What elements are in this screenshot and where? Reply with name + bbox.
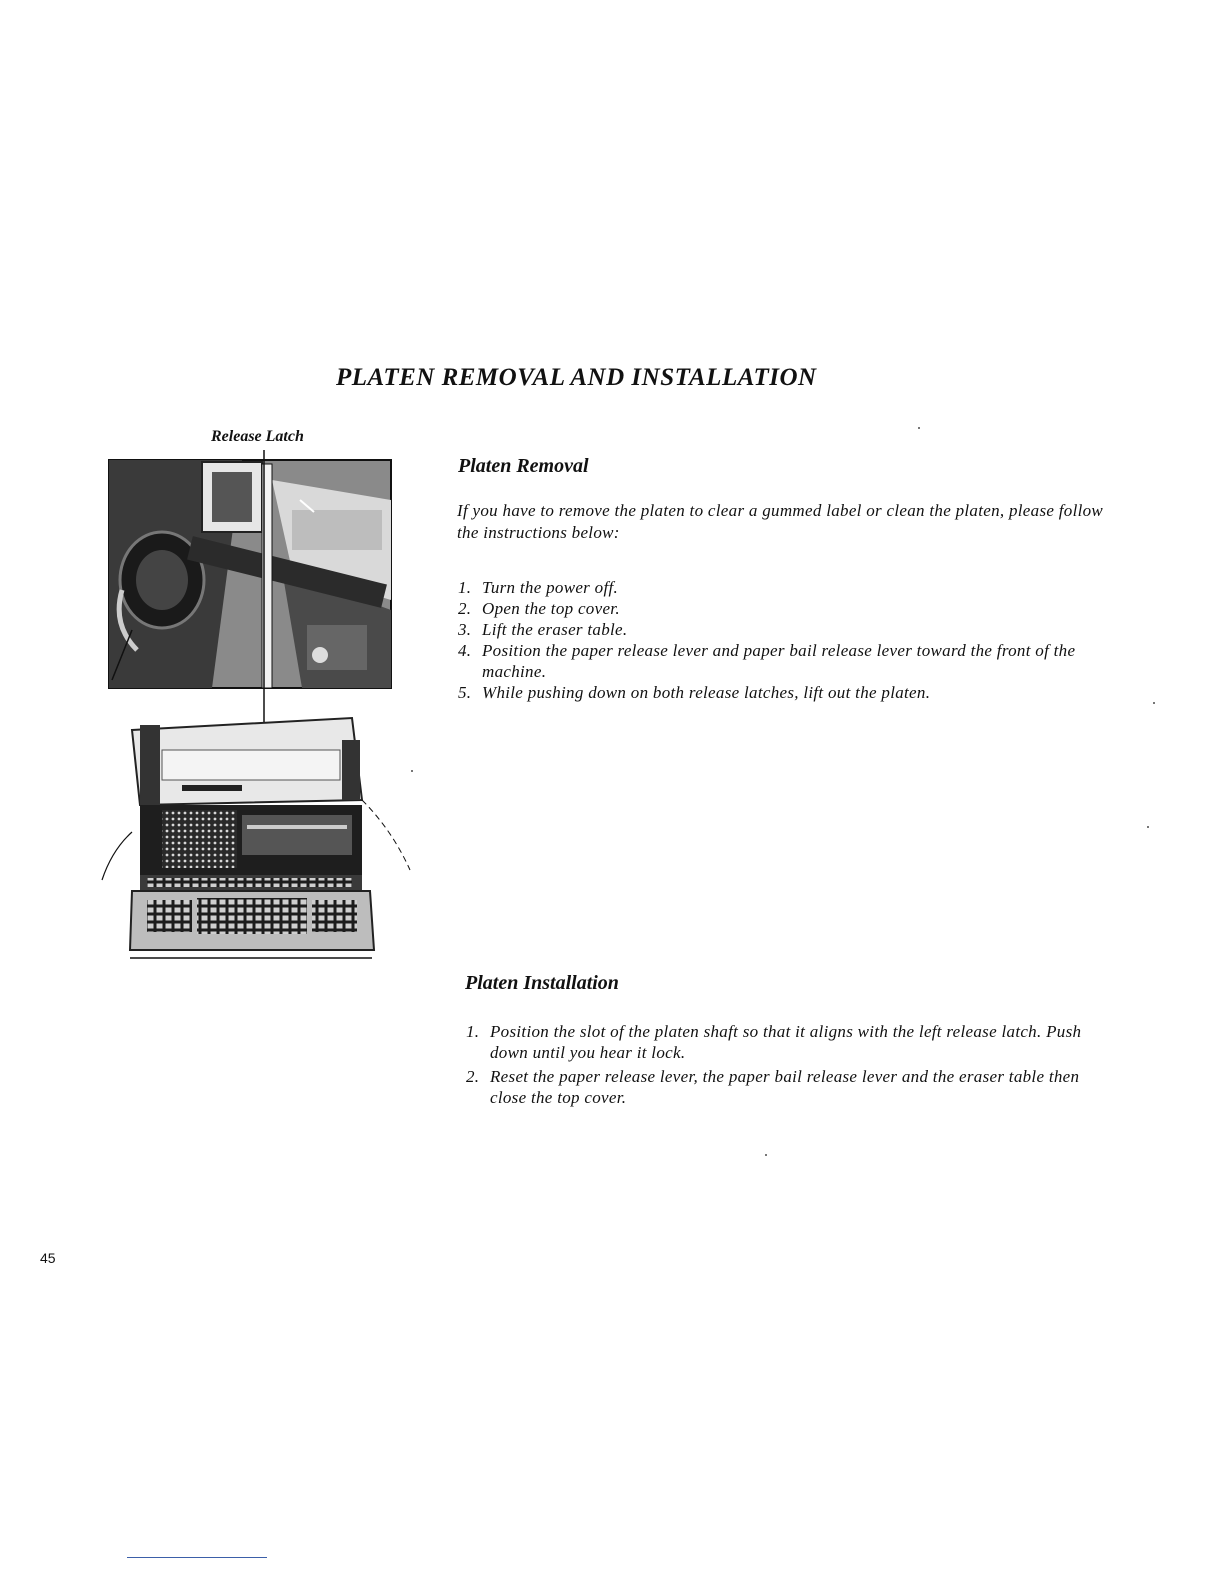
list-item (458, 640, 1108, 682)
typewriter-overview-photo (102, 718, 410, 958)
step-text: While pushing down on both release latches, lift out the platen. (482, 683, 931, 702)
scan-speck (411, 770, 413, 772)
step-number: 5. (458, 683, 472, 702)
step-text: Position the slot of the platen shaft so that it aligns with the left release latch. Push down until you hear it lock. (490, 1022, 1082, 1062)
release-latch-callout-label: Release Latch (211, 428, 304, 445)
step-number: 2. (466, 1067, 480, 1086)
step-text: Lift the eraser table. (482, 620, 628, 639)
step-text: Turn the power off. (482, 578, 619, 597)
typewriter-figure (92, 450, 422, 970)
platen-closeup-photo (109, 460, 391, 688)
list-item (466, 1066, 1106, 1108)
step-number: 3. (458, 620, 472, 639)
step-text: Position the paper release lever and paper bail release lever toward the front of the machine. (482, 641, 1076, 681)
list-item (458, 619, 1108, 640)
step-number: 4. (458, 641, 472, 660)
step-text: Open the top cover. (482, 599, 620, 618)
platen-removal-intro: If you have to remove the platen to clear a gummed label or clean the platen, please follow the instructions below: (457, 501, 1104, 542)
scan-speck (1153, 702, 1155, 704)
list-item (458, 577, 1108, 598)
step-number: 1. (458, 578, 472, 597)
scan-speck (1147, 826, 1149, 828)
scan-speck (765, 1154, 767, 1156)
step-number: 1. (466, 1022, 480, 1041)
page-title: PLATEN REMOVAL AND INSTALLATION (336, 364, 817, 391)
list-item (458, 682, 1108, 703)
platen-removal-steps (458, 577, 1108, 703)
page-number: 45 (40, 1250, 56, 1266)
platen-installation-heading: Platen Installation (465, 972, 619, 994)
platen-installation-steps (466, 1021, 1106, 1111)
list-item (466, 1021, 1106, 1063)
scan-speck (918, 427, 920, 429)
step-number: 2. (458, 599, 472, 618)
typewriter-illustration (92, 450, 422, 970)
platen-removal-heading: Platen Removal (458, 455, 589, 477)
list-item (458, 598, 1108, 619)
footer-rule (127, 1557, 267, 1558)
step-text: Reset the paper release lever, the paper bail release lever and the eraser table then close the top cover. (490, 1067, 1080, 1107)
